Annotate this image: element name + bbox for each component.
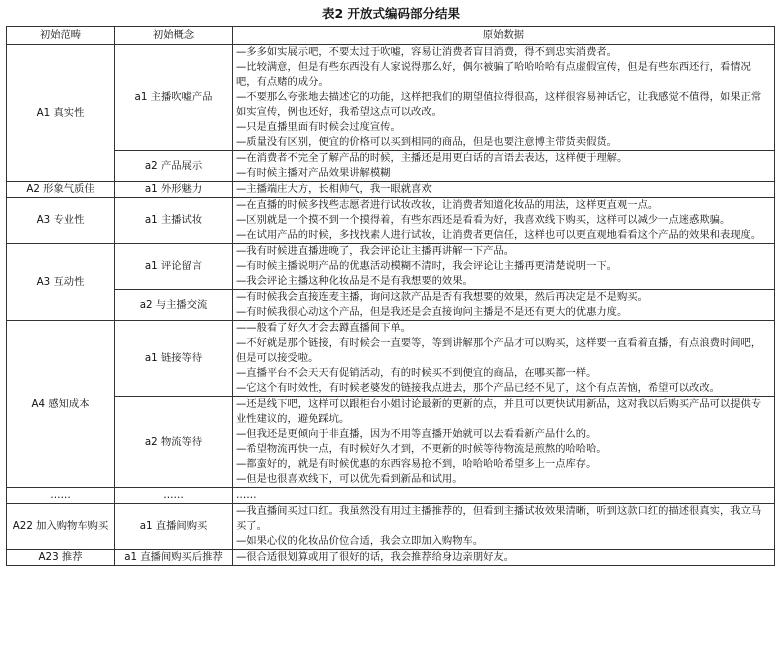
raw-data-line: —我会评论主播这种化妆品是不是有我想要的效果。 xyxy=(236,275,473,287)
raw-data-line: —在直播的时候多找些志愿者进行试妆改妆，让消费者知道化妆品的用法，这样更直观一点。 xyxy=(236,199,659,211)
table-row xyxy=(7,198,775,244)
raw-data-cell xyxy=(233,504,775,550)
raw-data-line: —在消费者不完全了解产品的时候，主播还是用更白话的言语去表达，这样便于理解。 xyxy=(236,152,628,164)
raw-data-line: —在试用产品的时候，多找找素人进行试妆，让消费者更信任，这样也可以更直观地看看这个产品的效果和表现度。 xyxy=(236,229,762,241)
raw-data-cell xyxy=(233,290,775,321)
concept-cell: a1 主播试妆 xyxy=(115,198,233,244)
concept-cell: a1 直播间购买后推荐 xyxy=(115,550,233,566)
raw-data-line: —只是直播里面有时候会过度宣传。 xyxy=(236,121,401,133)
header-concept: 初始概念 xyxy=(115,27,233,45)
raw-data-line: ——般看了好久才会去蹲直播间下单。 xyxy=(236,322,412,334)
category-cell: A3 互动性 xyxy=(7,244,115,321)
raw-data-line: —我有时候进直播进晚了，我会评论让主播再讲解一下产品。 xyxy=(236,245,515,257)
raw-data-cell xyxy=(233,182,775,198)
raw-data-line: —多多如实展示吧，不要太过于吹嘘，容易让消费者盲目消费，得不到忠实消费者。 xyxy=(236,46,617,58)
raw-data-line: —但我还是更倾向于非直播，因为不用等直播开始就可以去看看新产品什么的。 xyxy=(236,428,597,440)
raw-data-line: —很合适很划算或用了很好的话，我会推荐给身边亲朋好友。 xyxy=(236,551,515,563)
table-row xyxy=(7,488,775,504)
raw-data-cell xyxy=(233,151,775,182)
raw-data-line: —有时候我很心动这个产品，但是我还是会直接询问主播是不是还有更大的优惠力度。 xyxy=(236,306,628,318)
raw-data-line: —比较满意，但是有些东西没有人家说得那么好，偶尔被骗了哈哈哈哈有点虚假宣传，但是有些东西还行，看情况吧，有点赌的成分。 xyxy=(236,61,751,88)
category-cell: A22 加入购物车购买 xyxy=(7,504,115,550)
table-row xyxy=(7,244,775,290)
raw-data-cell xyxy=(233,45,775,151)
raw-data-line: —还是线下吧，这样可以跟柜台小姐讨论最新的更新的点，并且可以更快试用新品，这对我以后购买产品可以提供专业性建议的，避免踩坑。 xyxy=(236,398,762,425)
raw-data-line: —有时候主播说明产品的优惠活动模糊不清时，我会评论让主播再更清楚说明一下。 xyxy=(236,260,617,272)
raw-data-line: …… xyxy=(236,489,257,501)
raw-data-line: —但是也很喜欢线下，可以优先看到新品和试用。 xyxy=(236,473,463,485)
raw-data-cell xyxy=(233,488,775,504)
table-caption: 表2 开放式编码部分结果 xyxy=(321,6,461,21)
table-row xyxy=(7,45,775,151)
category-cell: …… xyxy=(7,488,115,504)
category-cell: A3 专业性 xyxy=(7,198,115,244)
raw-data-cell xyxy=(233,397,775,488)
table-row xyxy=(7,550,775,566)
raw-data-cell xyxy=(233,321,775,397)
table-row xyxy=(7,290,775,321)
concept-cell: a1 外形魅力 xyxy=(115,182,233,198)
raw-data-line: —如果心仪的化妆品价位合适，我会立即加入购物车。 xyxy=(236,535,484,547)
raw-data-line: —我直播间买过口红。我虽然没有用过主播推荐的，但看到主播试妆效果清晰，听到这款口红的描述很真实，我立马买了。 xyxy=(236,505,762,532)
category-cell: A23 推荐 xyxy=(7,550,115,566)
header-category: 初始范畴 xyxy=(7,27,115,45)
concept-cell: a2 与主播交流 xyxy=(115,290,233,321)
table-row xyxy=(7,321,775,397)
raw-data-line: —直播平台不会天天有促销活动，有的时候买不到便宜的商品，在哪买都一样。 xyxy=(236,367,597,379)
table-row xyxy=(7,504,775,550)
raw-data-line: —它这个有时效性，有时候老婆发的链接我点进去，那个产品已经不见了，这个有点苦恼，希望可以改改。 xyxy=(236,382,720,394)
table-row xyxy=(7,397,775,488)
raw-data-line: —不好就是那个链接，有时候会一直要等，等到讲解那个产品才可以购买，这样要一直看着直播，有点浪费时间吧，但是可以接受啦。 xyxy=(236,337,762,364)
raw-data-line: —都蛮好的，就是有时候优惠的东西容易抢不到，哈哈哈哈希望多上一点库存。 xyxy=(236,458,597,470)
raw-data-line: —有时候我会直接连麦主播，询问这款产品是否有我想要的效果，然后再决定是不是购买。 xyxy=(236,291,648,303)
raw-data-line: —有时候主播对产品效果讲解模糊 xyxy=(236,167,391,179)
raw-data-cell xyxy=(233,198,775,244)
concept-cell: a1 主播吹嘘产品 xyxy=(115,45,233,151)
category-cell: A4 感知成本 xyxy=(7,321,115,488)
concept-cell: …… xyxy=(115,488,233,504)
coding-results-table xyxy=(6,26,775,566)
concept-cell: a1 评论留言 xyxy=(115,244,233,290)
raw-data-line: —质量没有区别，便宜的价格可以买到相同的商品，但是也要注意博主带货卖假货。 xyxy=(236,136,617,148)
table-row xyxy=(7,182,775,198)
category-cell: A2 形象气质佳 xyxy=(7,182,115,198)
raw-data-line: —不要那么夸张地去描述它的功能，这样把我们的期望值拉得很高，这样很容易神话它，让我感觉不值得，如果正常如实宣传，例也还好，我希望这点可以改改。 xyxy=(236,91,762,118)
concept-cell: a2 物流等待 xyxy=(115,397,233,488)
concept-cell: a1 链接等待 xyxy=(115,321,233,397)
raw-data-cell xyxy=(233,244,775,290)
table-header-row xyxy=(7,27,775,45)
header-raw-data: 原始数据 xyxy=(233,27,775,45)
raw-data-cell xyxy=(233,550,775,566)
raw-data-line: —区别就是一个摸不到一个摸得着，有些东西还是看看为好，我喜欢线下购买，这样可以减少一点迷惑欺骗。 xyxy=(236,214,731,226)
table-row xyxy=(7,151,775,182)
concept-cell: a2 产品展示 xyxy=(115,151,233,182)
category-cell: A1 真实性 xyxy=(7,45,115,182)
raw-data-line: —主播端庄大方，长相帅气，我一眼就喜欢 xyxy=(236,183,432,195)
raw-data-line: —希望物流再快一点，有时候好久才到，不更新的时候等待物流是煎熬的哈哈哈。 xyxy=(236,443,607,455)
concept-cell: a1 直播间购买 xyxy=(115,504,233,550)
